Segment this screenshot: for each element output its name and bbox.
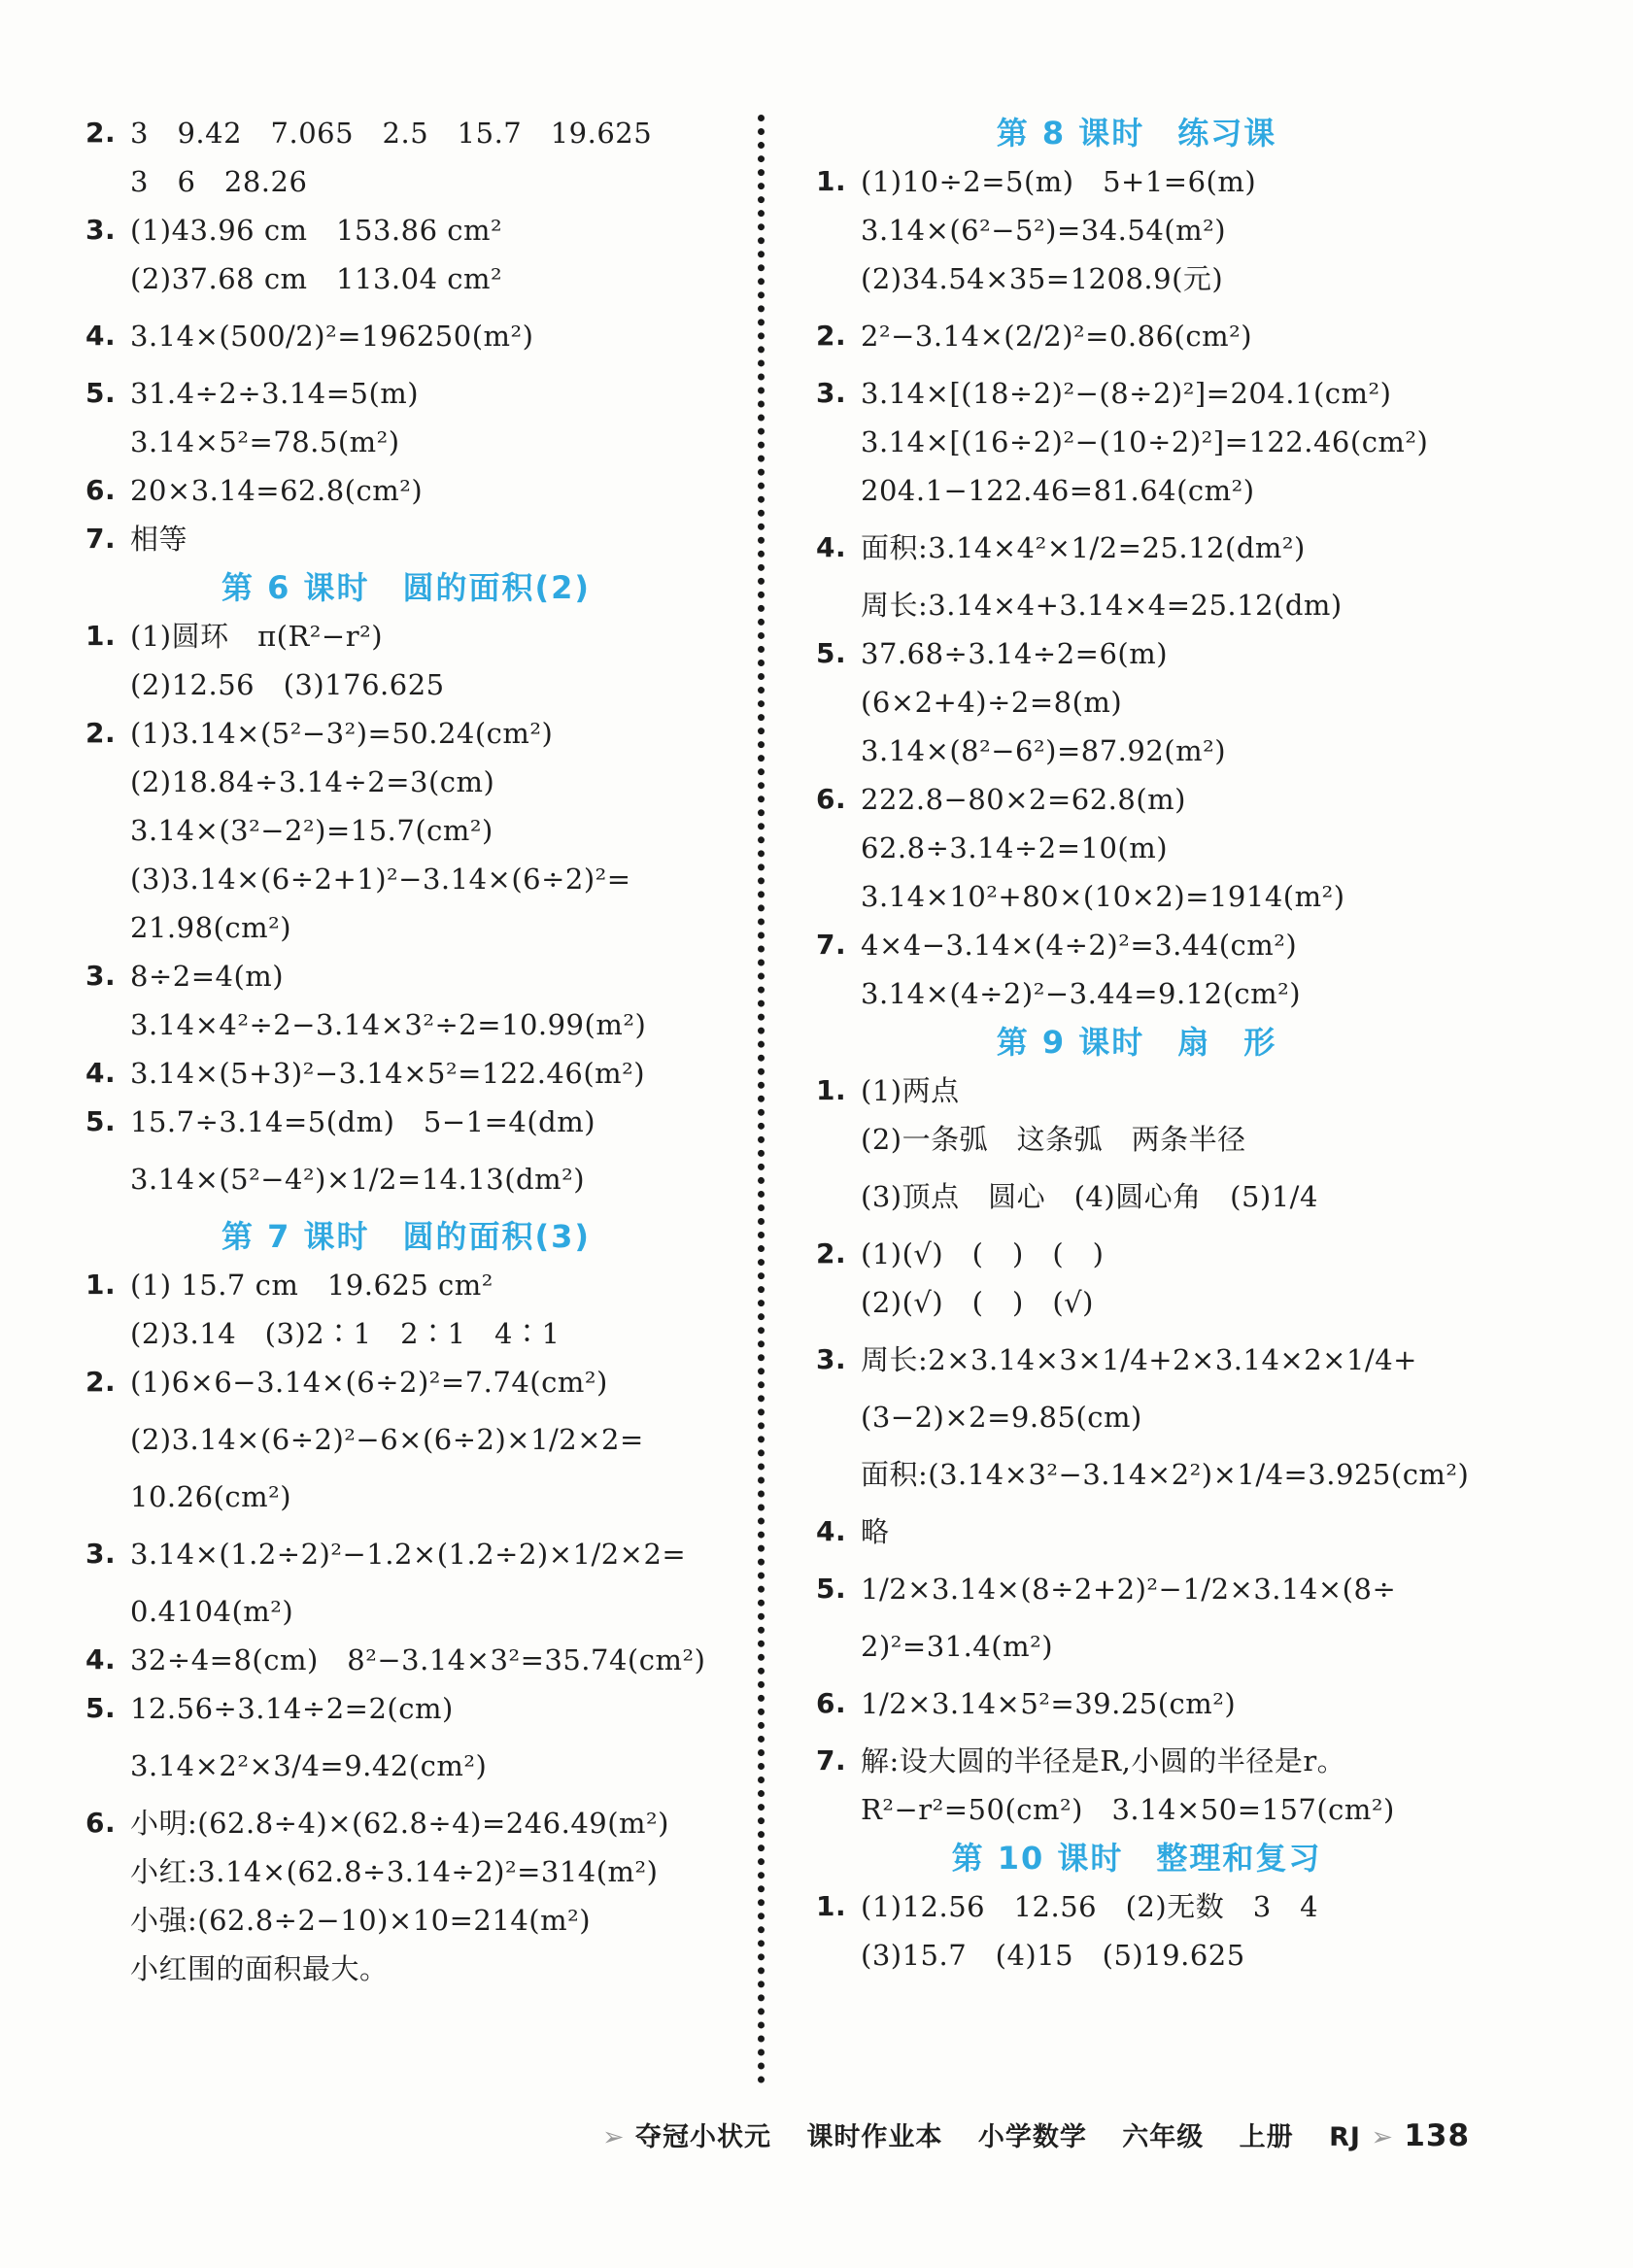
answer-line: [85, 1309, 727, 1358]
footer-subject: 小学数学: [977, 2122, 1087, 2152]
answer-line: [85, 1098, 727, 1146]
answer-text: (3)15.7 (4)15 (5)19.625: [861, 1939, 1245, 1972]
question-number: 4.: [816, 1515, 847, 1547]
answer-line: [85, 254, 727, 303]
answer-text: (1)两点: [861, 1074, 960, 1107]
footer-brand: 夺冠小状元: [635, 2122, 772, 2152]
answer-line: [816, 1556, 1457, 1622]
answer-line: [816, 1164, 1457, 1230]
answer-text: 3.14×(4÷2)²−3.44=9.12(cm²): [861, 977, 1302, 1010]
answer-text: 3.14×(5+3)²−3.14×5²=122.46(m²): [130, 1057, 646, 1090]
answer-text: (1)6×6−3.14×(6÷2)²=7.74(cm²): [130, 1366, 608, 1399]
answer-text: (2)(√) ( ) (√): [861, 1286, 1094, 1319]
answer-line: [85, 758, 727, 806]
left-column: [85, 109, 727, 1993]
answer-text: 3.14×(8²−6²)=87.92(m²): [861, 734, 1227, 767]
question-number: 5.: [816, 637, 847, 669]
question-number: 1.: [816, 165, 847, 197]
answer-text: 略: [861, 1515, 890, 1548]
answer-line: [85, 1799, 727, 1847]
answer-text: 3.14×(6²−5²)=34.54(m²): [861, 214, 1227, 247]
answer-text: (1) 15.7 cm 19.625 cm²: [130, 1269, 493, 1302]
section-heading: 第 6 课时 圆的面积(2): [221, 569, 592, 606]
answer-line: [85, 806, 727, 855]
answer-line: [816, 727, 1457, 775]
answer-text: 周长:2×3.14×3×1/4+2×3.14×2×1/4+: [861, 1343, 1417, 1376]
answer-text: 3.14×(3²−2²)=15.7(cm²): [130, 814, 493, 847]
answer-line: [85, 903, 727, 952]
page-number: 138: [1404, 2118, 1471, 2153]
question-number: 6.: [816, 783, 847, 815]
question-number: 4.: [85, 320, 117, 352]
answer-text: 10.26(cm²): [130, 1480, 292, 1513]
answer-line: [816, 1327, 1457, 1393]
section-heading: 第 10 课时 整理和复习: [951, 1840, 1322, 1877]
answer-line: [85, 709, 727, 758]
answer-text: 222.8−80×2=62.8(m): [861, 783, 1186, 816]
answer-line: [816, 254, 1457, 303]
page-footer: [602, 2116, 1471, 2153]
answer-text: 面积:(3.14×3²−3.14×2²)×1/4=3.925(cm²): [861, 1458, 1470, 1491]
question-number: 1.: [85, 1269, 117, 1301]
answer-line: [816, 466, 1457, 515]
answer-line: [85, 952, 727, 1000]
answer-text: (2)一条弧 这条弧 两条半径: [861, 1123, 1246, 1156]
answer-text: 204.1−122.46=81.64(cm²): [861, 474, 1255, 507]
answer-text: 37.68÷3.14÷2=6(m): [861, 637, 1169, 670]
answer-line: [85, 369, 727, 418]
answer-text: (2)37.68 cm 113.04 cm²: [130, 262, 503, 295]
question-number: 6.: [85, 474, 117, 506]
answer-line: [816, 1278, 1457, 1327]
answer-line: [85, 855, 727, 903]
answer-line: [816, 1441, 1470, 1507]
answer-line: [816, 1622, 1457, 1671]
answer-text: 小明:(62.8÷4)×(62.8÷4)=246.49(m²): [130, 1807, 669, 1840]
question-number: 7.: [85, 523, 117, 555]
answer-text: 31.4÷2÷3.14=5(m): [130, 377, 420, 410]
answer-line: [85, 1587, 727, 1636]
answer-text: 3.14×5²=78.5(m²): [130, 425, 400, 458]
answer-line: [816, 824, 1457, 872]
answer-line: [85, 612, 727, 660]
answer-line: [85, 1945, 727, 1993]
answer-line: [85, 1049, 727, 1098]
answer-line: [85, 1000, 727, 1049]
question-number: 2.: [816, 1237, 847, 1269]
answer-line: [816, 1230, 1457, 1278]
answer-line: [816, 1393, 1457, 1441]
answer-text: 周长:3.14×4+3.14×4=25.12(dm): [861, 589, 1343, 622]
question-number: 4.: [85, 1057, 117, 1089]
answer-text: 2)²=31.4(m²): [861, 1630, 1054, 1663]
answer-text: 20×3.14=62.8(cm²): [130, 474, 424, 507]
question-number: 4.: [816, 531, 847, 563]
section-heading: 第 9 课时 扇 形: [996, 1024, 1277, 1061]
answer-text: (2)3.14 (3)2∶1 2∶1 4∶1: [130, 1317, 561, 1350]
answer-text: 32÷4=8(cm) 8²−3.14×3²=35.74(cm²): [130, 1643, 706, 1676]
answer-line: [816, 369, 1457, 418]
answer-text: 3.14×[(16÷2)²−(10÷2)²]=122.46(cm²): [861, 425, 1429, 458]
answer-line: [816, 1066, 1457, 1115]
answer-line: [816, 1882, 1457, 1931]
answer-line: [816, 1507, 1457, 1556]
question-number: 3.: [85, 214, 117, 246]
answer-text: 3.14×(500/2)²=196250(m²): [130, 320, 534, 353]
answer-text: 相等: [130, 523, 188, 556]
answer-line: [85, 1733, 727, 1799]
question-number: 3.: [816, 1343, 847, 1375]
answer-line: [816, 921, 1457, 969]
answer-text: R²−r²=50(cm²) 3.14×50=157(cm²): [861, 1793, 1395, 1826]
question-number: 3.: [85, 960, 117, 992]
answer-text: 15.7÷3.14=5(dm) 5−1=4(dm): [130, 1105, 596, 1138]
answer-text: 3.14×4²÷2−3.14×3²÷2=10.99(m²): [130, 1008, 647, 1041]
answer-line: [816, 678, 1457, 727]
question-number: 1.: [85, 620, 117, 652]
question-number: 2.: [85, 117, 117, 149]
answer-line: [85, 1473, 727, 1521]
answer-text: (1)43.96 cm 153.86 cm²: [130, 214, 503, 247]
footer-edition: RJ: [1329, 2122, 1361, 2152]
answer-text: 4×4−3.14×(4÷2)²=3.44(cm²): [861, 929, 1298, 962]
answer-text: 1/2×3.14×5²=39.25(cm²): [861, 1687, 1237, 1720]
answer-text: (1)(√) ( ) ( ): [861, 1237, 1105, 1270]
answer-text: 小红围的面积最大。: [130, 1952, 389, 1985]
question-number: 7.: [816, 929, 847, 961]
question-number: 3.: [816, 377, 847, 409]
question-number: 4.: [85, 1643, 117, 1676]
answer-line: [816, 629, 1457, 678]
answer-text: 12.56÷3.14÷2=2(cm): [130, 1692, 454, 1725]
answer-line: [85, 515, 727, 563]
answer-line: [816, 775, 1457, 824]
question-number: 1.: [816, 1890, 847, 1922]
question-number: 2.: [85, 717, 117, 749]
answer-text: (3−2)×2=9.85(cm): [861, 1401, 1142, 1434]
answer-text: 8÷2=4(m): [130, 960, 285, 993]
answer-line: [816, 1671, 1457, 1737]
answer-text: (2)34.54×35=1208.9(元): [861, 262, 1224, 295]
answer-text: 62.8÷3.14÷2=10(m): [861, 831, 1169, 864]
answer-line: [816, 872, 1457, 921]
answer-line: [816, 206, 1457, 254]
column-divider: [758, 115, 765, 2084]
answer-text: 3 9.42 7.065 2.5 15.7 19.625: [130, 117, 653, 150]
answer-line: [816, 969, 1457, 1018]
answer-line: [85, 1847, 727, 1896]
answer-line: [85, 1521, 727, 1587]
answer-text: (3)3.14×(6÷2+1)²−3.14×(6÷2)²=: [130, 863, 631, 896]
answer-text: 1/2×3.14×(8÷2+2)²−1/2×3.14×(8÷: [861, 1573, 1397, 1606]
answer-line: [85, 466, 727, 515]
question-number: 2.: [85, 1366, 117, 1398]
question-number: 5.: [85, 1692, 117, 1724]
answer-line: [85, 303, 727, 369]
answer-text: 0.4104(m²): [130, 1595, 294, 1628]
answer-line: [85, 206, 727, 254]
section-heading: 第 7 课时 圆的面积(3): [221, 1218, 592, 1255]
answer-text: (2)3.14×(6÷2)²−6×(6÷2)×1/2×2=: [130, 1423, 644, 1456]
answer-text: (1)3.14×(5²−3²)=50.24(cm²): [130, 717, 554, 750]
answer-line: [816, 1115, 1457, 1164]
arrow-icon: ➢: [602, 2122, 626, 2152]
right-column: [816, 109, 1470, 1980]
answer-line: [85, 1146, 727, 1212]
answer-text: 3.14×2²×3/4=9.42(cm²): [130, 1749, 488, 1782]
question-number: 2.: [816, 320, 847, 352]
answer-text: 面积:3.14×4²×1/2=25.12(dm²): [861, 531, 1306, 564]
answer-text: 3.14×10²+80×(10×2)=1914(m²): [861, 880, 1345, 913]
footer-grade: 六年级: [1122, 2122, 1205, 2152]
answer-text: (1)10÷2=5(m) 5+1=6(m): [861, 165, 1257, 198]
answer-line: [85, 418, 727, 466]
question-number: 5.: [816, 1573, 847, 1605]
question-number: 6.: [816, 1687, 847, 1719]
answer-line: [85, 157, 727, 206]
answer-line: [85, 1358, 727, 1406]
answer-line: [816, 1785, 1457, 1834]
answer-text: (3)顶点 圆心 (4)圆心角 (5)1/4: [861, 1180, 1318, 1213]
answer-text: 小强:(62.8÷2−10)×10=214(m²): [130, 1904, 592, 1937]
answer-line: [85, 660, 727, 709]
answer-line: [816, 581, 1457, 629]
question-number: 6.: [85, 1807, 117, 1839]
answer-text: 2²−3.14×(2/2)²=0.86(cm²): [861, 320, 1253, 353]
answer-line: [816, 515, 1457, 581]
answer-line: [816, 1737, 1457, 1785]
question-number: 5.: [85, 1105, 117, 1137]
answer-text: 3.14×[(18÷2)²−(8÷2)²]=204.1(cm²): [861, 377, 1392, 410]
answer-line: [85, 1261, 727, 1309]
answer-text: (1)圆环 π(R²−r²): [130, 620, 384, 653]
answer-line: [85, 1684, 727, 1733]
question-number: 5.: [85, 377, 117, 409]
answer-text: 解:设大圆的半径是R,小圆的半径是r。: [861, 1744, 1346, 1777]
answer-line: [816, 157, 1457, 206]
answer-text: (2)18.84÷3.14÷2=3(cm): [130, 765, 495, 798]
section-heading: 第 8 课时 练习课: [996, 115, 1277, 152]
answer-line: [816, 1931, 1457, 1980]
answer-line: [816, 303, 1457, 369]
answer-text: 3.14×(1.2÷2)²−1.2×(1.2÷2)×1/2×2=: [130, 1538, 687, 1571]
footer-book: 课时作业本: [806, 2122, 943, 2152]
answer-text: 3 6 28.26: [130, 165, 308, 198]
answer-text: 小红:3.14×(62.8÷3.14÷2)²=314(m²): [130, 1855, 659, 1888]
answer-text: 3.14×(5²−4²)×1/2=14.13(dm²): [130, 1163, 586, 1196]
question-number: 1.: [816, 1074, 847, 1106]
footer-volume: 上册: [1239, 2122, 1294, 2152]
answer-line: [85, 1636, 727, 1684]
question-number: 7.: [816, 1744, 847, 1777]
answer-line: [85, 1406, 727, 1473]
answer-line: [85, 1896, 727, 1945]
question-number: 3.: [85, 1538, 117, 1570]
answer-text: (1)12.56 12.56 (2)无数 3 4: [861, 1890, 1319, 1923]
answer-line: [816, 418, 1457, 466]
answer-text: (6×2+4)÷2=8(m): [861, 686, 1123, 719]
answer-text: 21.98(cm²): [130, 911, 292, 944]
arrow-icon: ➢: [1371, 2122, 1394, 2152]
answer-line: [85, 109, 727, 157]
answer-text: (2)12.56 (3)176.625: [130, 668, 445, 701]
